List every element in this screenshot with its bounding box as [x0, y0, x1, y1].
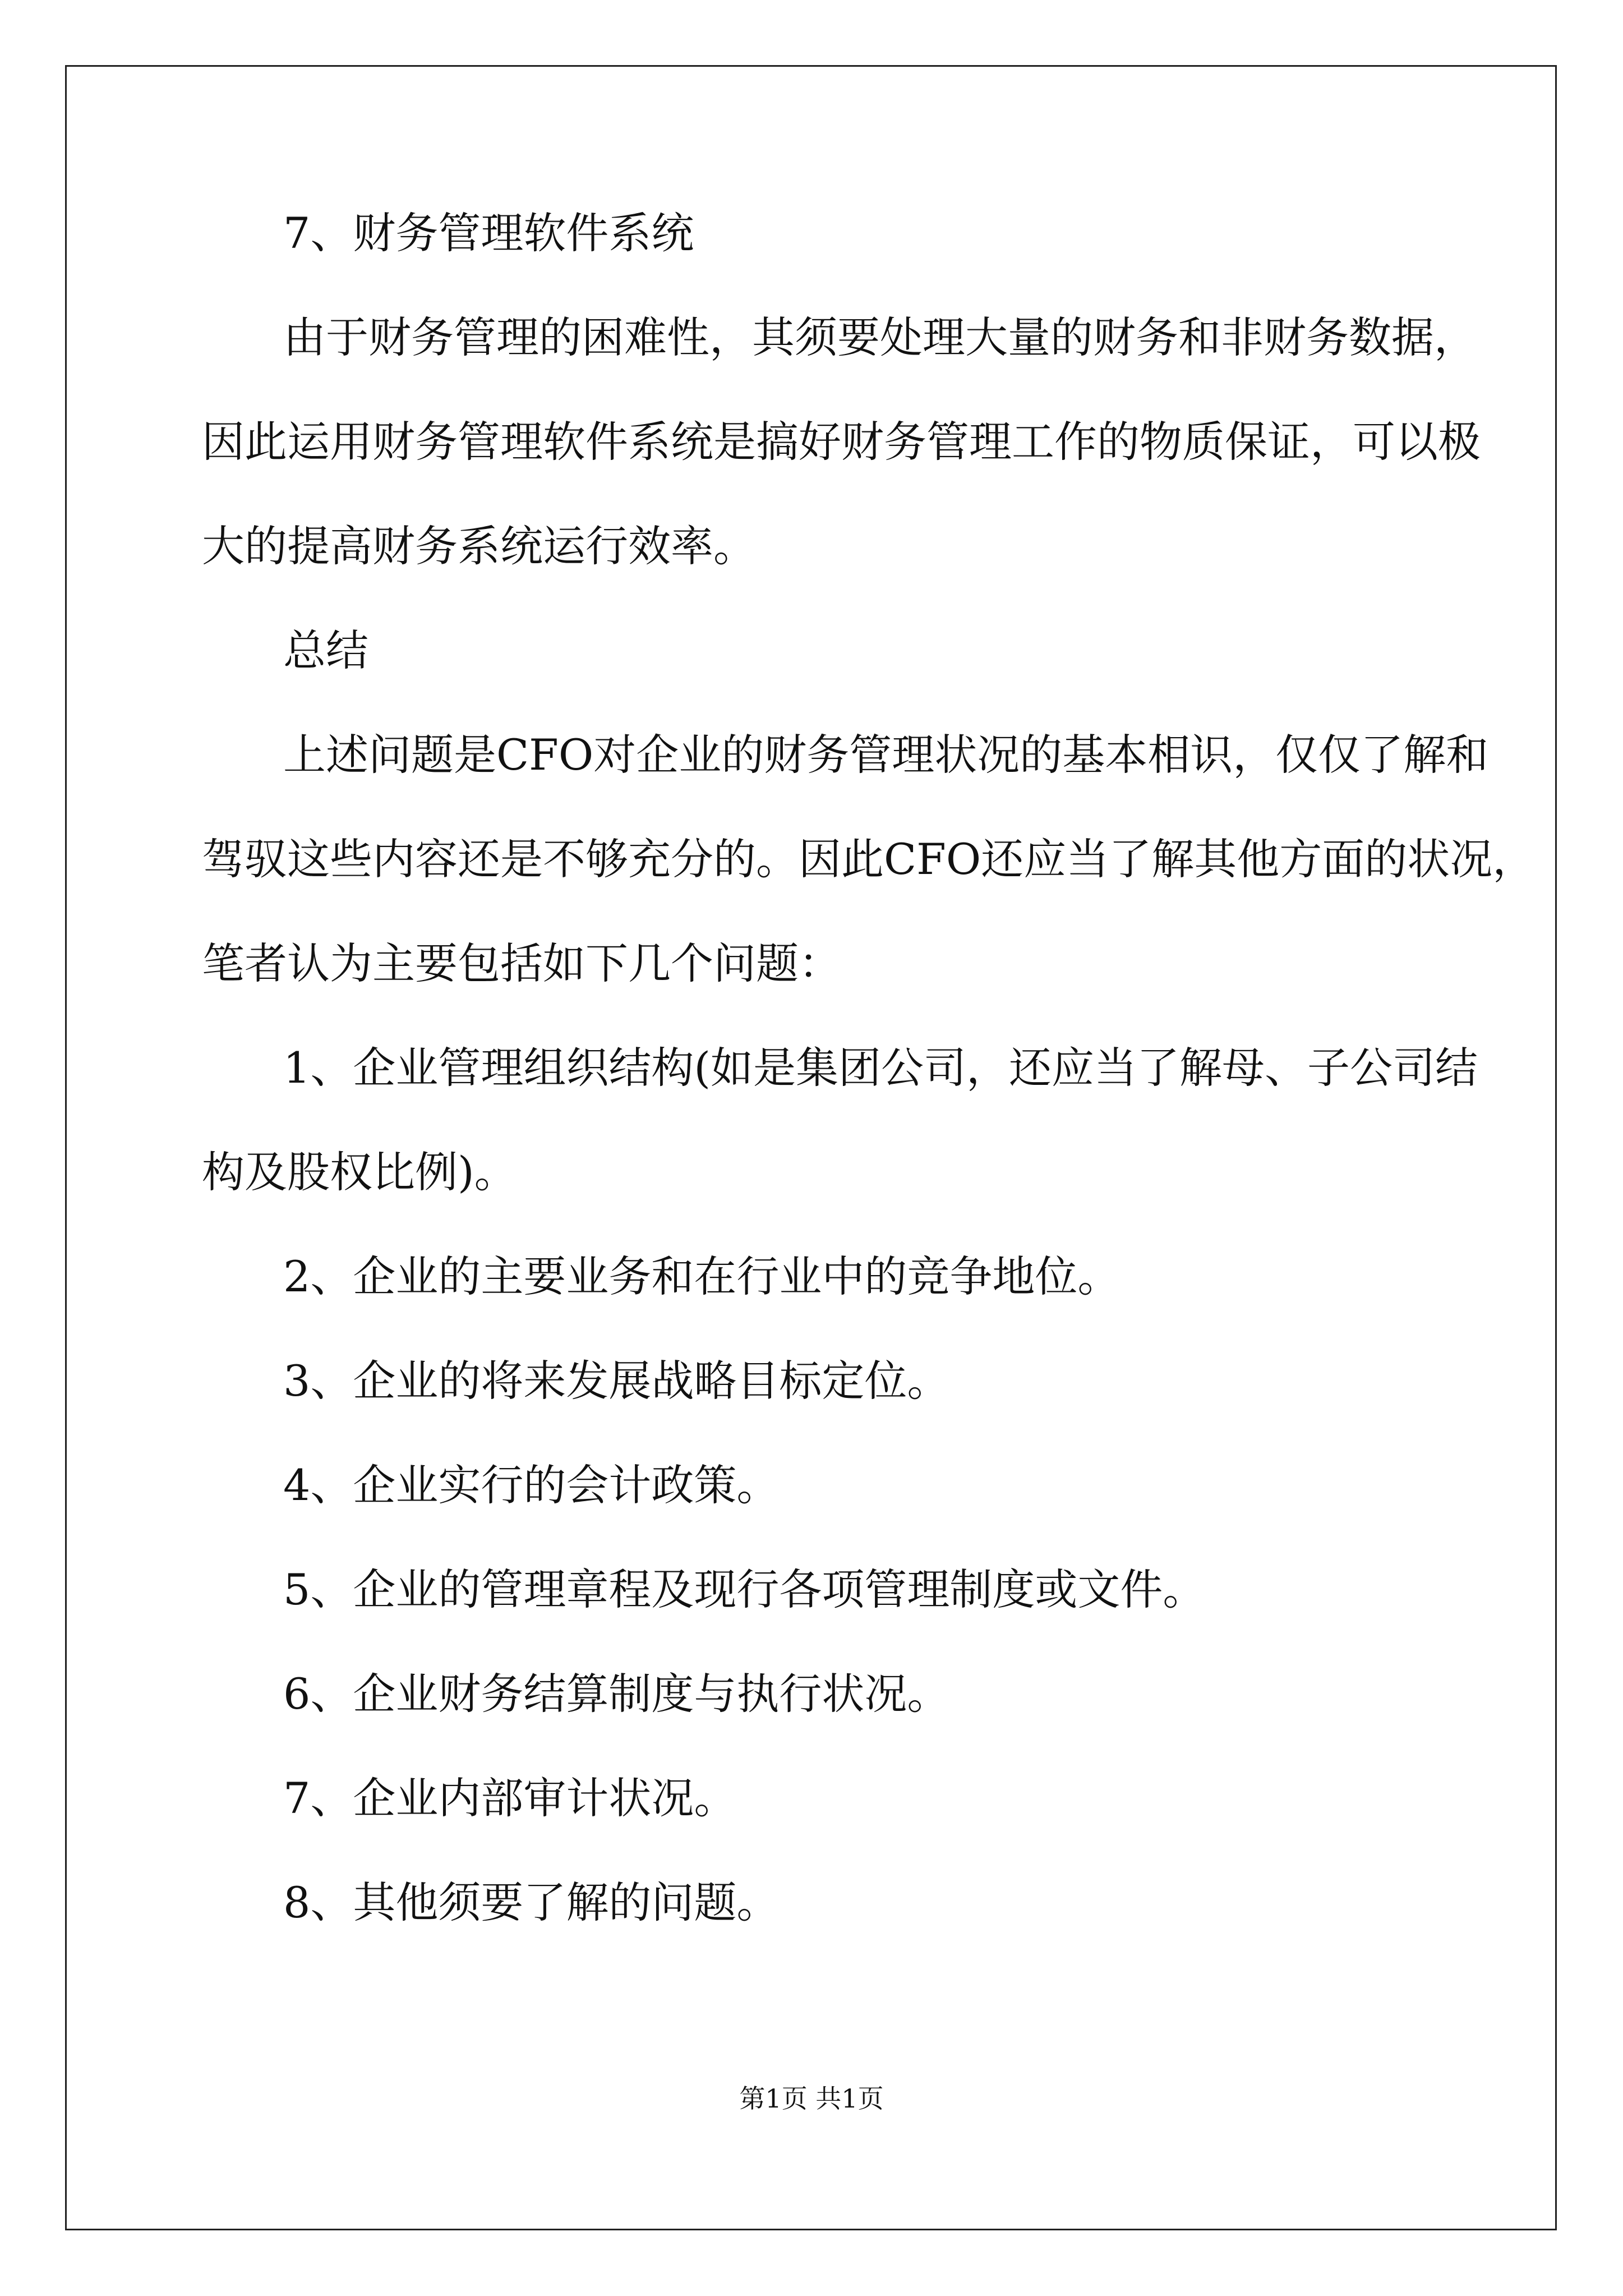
paragraph-line: 因此运用财务管理软件系统是搞好财务管理工作的物质保证，可以极 — [202, 417, 1481, 467]
section-heading: 总结 — [283, 625, 368, 675]
paragraph-line: 大的提高财务系统运行效率。 — [202, 521, 756, 571]
paragraph-line: 上述问题是CFO对企业的财务管理状况的基本相识，仅仅了解和 — [283, 730, 1489, 780]
page-number: 第1页 共1页 — [739, 2083, 884, 2114]
list-item: 1、企业管理组织结构(如是集团公司，还应当了解母、子公司结 — [283, 1043, 1478, 1093]
list-item: 8、其他须要了解的问题。 — [283, 1878, 780, 1927]
list-item: 4、企业实行的会计政策。 — [283, 1460, 780, 1510]
paragraph-line: 由于财务管理的困难性，其须要处理大量的财务和非财务数据， — [283, 312, 1477, 362]
paragraph-line: 笔者认为主要包括如下几个问题： — [202, 938, 841, 988]
list-item: 7、企业内部审计状况。 — [283, 1773, 737, 1823]
paragraph-line: 驾驭这些内容还是不够充分的。因此CFO还应当了解其他方面的状况， — [202, 834, 1536, 884]
section-heading: 7、财务管理软件系统 — [283, 208, 694, 258]
list-item: 6、企业财务结算制度与执行状况。 — [283, 1669, 950, 1719]
list-item-continuation: 构及股权比例)。 — [202, 1147, 517, 1197]
list-item: 2、企业的主要业务和在行业中的竞争地位。 — [283, 1251, 1121, 1301]
list-item: 5、企业的管理章程及现行各项管理制度或文件。 — [283, 1565, 1206, 1614]
list-item: 3、企业的将来发展战略目标定位。 — [283, 1356, 950, 1406]
